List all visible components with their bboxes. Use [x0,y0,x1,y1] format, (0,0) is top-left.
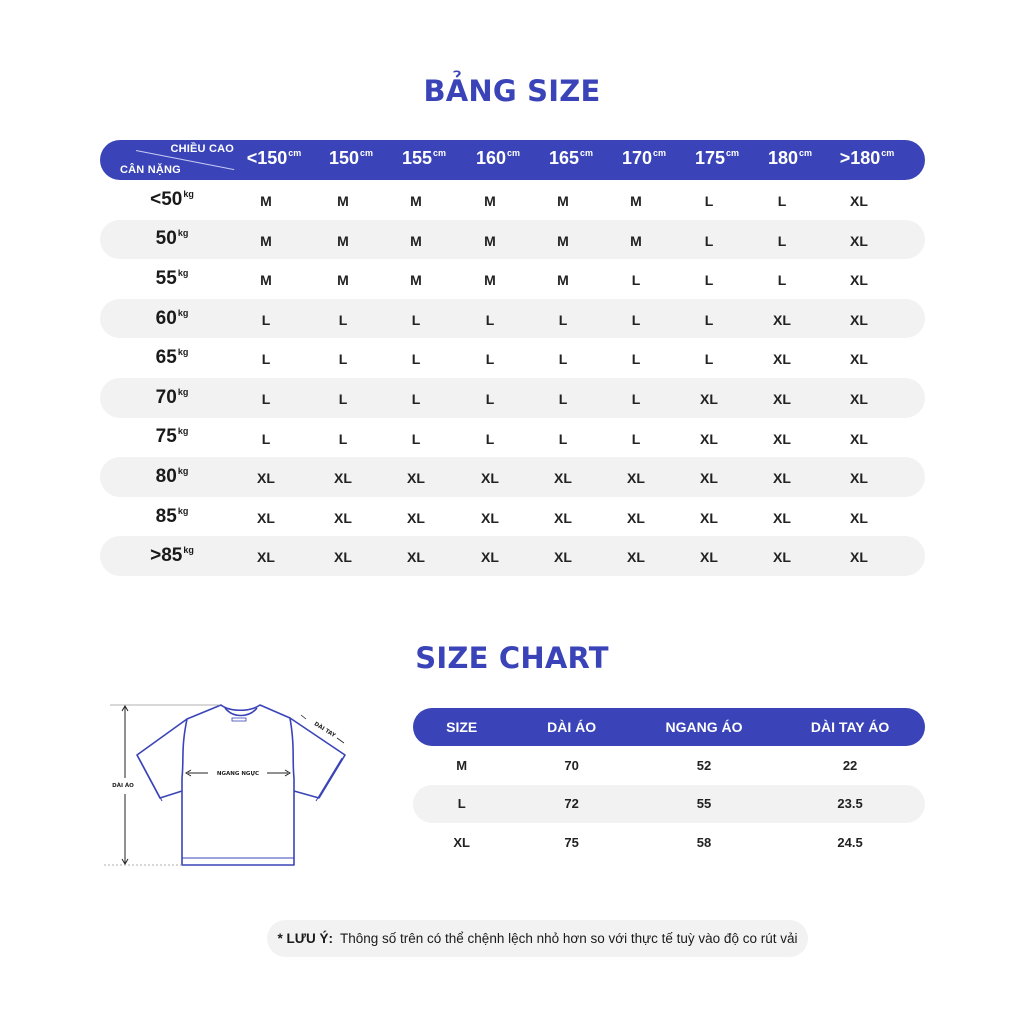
tshirt-diagram [102,698,362,873]
weight-value: 55 [155,267,177,289]
table-row [100,220,925,260]
cell-size: XL [453,834,470,850]
size-cell: L [777,193,787,209]
height-value: 155 [401,148,433,168]
height-unit: cm [881,148,895,158]
size-cell: L [704,193,714,209]
size-cell: XL [407,470,425,487]
height-unit: cm [799,148,813,158]
size-cell: XL [850,232,868,249]
size-cell: L [777,272,787,289]
weight-unit: kg [183,545,194,556]
cell-width: 52 [696,757,712,773]
cell-sleeve: 22 [842,757,858,773]
size-cell: M [260,272,272,289]
weight-value: 75 [155,426,177,448]
height-unit: cm [433,148,447,158]
weight-value: 85 [155,505,177,527]
size-cell: XL [481,509,499,526]
table-row [413,785,925,824]
note-text: Thông số trên có thể chệnh lệch nhỏ hơn so với thực tế tuỳ vào độ co rút vải [339,931,798,946]
height-value: 170 [621,148,653,168]
size-cell: XL [850,351,868,368]
size-cell: XL [850,470,868,487]
table-row [100,497,925,537]
size-cell: XL [700,549,718,566]
size-cell: XL [773,311,791,328]
size-cell: M [484,272,496,289]
size-cell: M [484,232,496,249]
size-cell: L [485,430,495,447]
size-cell: XL [773,430,791,447]
weight-row-label [100,387,236,409]
cell-length: 75 [564,834,579,850]
weight-unit: kg [177,465,189,476]
size-cell: XL [334,509,352,526]
size-cell: M [410,193,422,209]
weight-unit: kg [177,228,189,239]
size-cell: L [338,390,348,407]
size-cell: L [631,430,641,447]
size-cell: XL [850,549,868,566]
size-chart-header [413,708,925,746]
weight-row-label [100,268,236,290]
weight-value: <50 [150,188,183,210]
cell-size: M [456,757,468,773]
chest-label: NGANG NGỰC [216,771,260,777]
size-cell: XL [850,311,868,328]
size-cell: L [485,390,495,407]
weight-unit: kg [177,505,189,516]
size-cell: L [631,390,641,407]
size-cell: M [410,272,422,289]
table-row [413,823,925,862]
cell-width: 55 [696,796,712,812]
size-cell: M [337,232,349,249]
weight-unit: kg [183,188,194,199]
weight-row-label [100,466,236,488]
size-cell: XL [554,509,572,526]
size-cell: L [631,311,641,328]
weight-row-label [100,228,236,250]
height-value: 180 [767,148,799,168]
height-column-header [604,148,684,169]
corner-weight-label: CÂN NẶNG [120,164,181,176]
cell-width: 58 [696,834,712,850]
length-label: DÀI ÁO [112,783,134,789]
size-cell: L [261,311,271,328]
weight-value: 50 [155,228,177,250]
height-column-header [234,148,314,169]
size-cell: L [558,311,568,328]
size-cell: XL [407,509,425,526]
size-cell: XL [773,351,791,368]
height-column-header [384,148,464,169]
size-cell: XL [481,549,499,566]
height-column-header [311,148,391,169]
size-cell: XL [481,470,499,487]
size-cell: L [338,351,348,368]
size-cell: XL [257,549,275,566]
corner-height-label: CHIỀU CAO [170,143,234,155]
size-cell: L [411,311,421,328]
table-row [100,418,925,458]
height-unit: cm [653,148,667,158]
table-row [100,180,925,220]
sleeve-label: DÀI TAY [312,721,337,740]
size-cell: XL [850,193,868,209]
size-cell: M [557,272,569,289]
weight-row-label [100,545,236,567]
weight-value: 65 [155,347,177,369]
size-cell: XL [257,509,275,526]
weight-row-label [100,308,236,330]
height-unit: cm [360,148,374,158]
size-cell: M [484,193,496,209]
size-cell: M [337,272,349,289]
size-cell: L [704,272,714,289]
size-cell: L [558,430,568,447]
size-cell: XL [850,509,868,526]
height-value: 150 [328,148,360,168]
height-unit: cm [580,148,594,158]
size-cell: M [630,193,642,209]
size-cell: L [704,232,714,249]
size-cell: XL [627,509,645,526]
table-row [100,338,925,378]
weight-unit: kg [177,347,189,358]
size-cell: XL [700,390,718,407]
size-cell: XL [407,549,425,566]
size-cell: L [485,351,495,368]
size-cell: L [411,390,421,407]
table-row [100,259,925,299]
cell-length: 70 [564,757,579,773]
size-cell: L [558,351,568,368]
cell-length: 72 [564,796,579,812]
note-box [267,920,808,957]
size-cell: M [410,232,422,249]
size-cell: XL [850,430,868,447]
size-cell: M [260,193,272,209]
height-column-header [677,148,757,169]
weight-row-label [100,506,236,528]
header-sleeve: DÀI TAY ÁO [810,719,890,735]
size-cell: L [558,390,568,407]
weight-row-label [100,426,236,448]
size-cell: XL [700,470,718,487]
header-length: DÀI ÁO [547,719,597,735]
height-value: <150 [246,148,288,168]
size-cell: XL [257,470,275,487]
weight-value: 80 [155,465,177,487]
height-value: >180 [839,148,881,168]
table-row [413,746,925,785]
size-cell: L [704,311,714,328]
height-unit: cm [288,148,302,158]
size-guide-table [100,140,925,576]
weight-unit: kg [177,267,189,278]
height-column-header [750,148,830,169]
table-row [100,299,925,339]
height-column-header [827,148,907,169]
size-cell: L [631,272,641,289]
size-cell: M [337,193,349,209]
height-value: 165 [548,148,580,168]
size-cell: XL [773,390,791,407]
size-guide-title: BẢNG SIZE [423,74,601,108]
weight-unit: kg [177,426,189,437]
size-cell: L [777,232,787,249]
weight-row-label [100,189,236,211]
header-width: NGANG ÁO [665,719,743,735]
size-cell: L [631,351,641,368]
size-cell: L [411,430,421,447]
size-cell: M [260,232,272,249]
size-cell: XL [627,470,645,487]
weight-value: 60 [155,307,177,329]
corner-cell [100,140,236,180]
height-column-header [531,148,611,169]
size-cell: M [630,232,642,249]
weight-row-label [100,347,236,369]
height-unit: cm [726,148,740,158]
size-cell: XL [554,549,572,566]
height-value: 160 [475,148,507,168]
size-cell: XL [773,509,791,526]
cell-size: L [457,796,466,812]
weight-unit: kg [177,307,189,318]
size-cell: XL [334,549,352,566]
table-row [100,378,925,418]
height-column-header [458,148,538,169]
height-unit: cm [507,148,521,158]
size-cell: XL [700,509,718,526]
size-cell: XL [554,470,572,487]
header-size: SIZE [446,719,478,735]
cell-sleeve: 24.5 [837,834,863,850]
size-cell: L [704,351,714,368]
size-cell: XL [850,390,868,407]
size-cell: M [557,193,569,209]
note-prefix: * LƯU Ý: [277,931,333,946]
size-cell: XL [334,470,352,487]
size-cell: XL [773,470,791,487]
size-cell: L [261,430,271,447]
size-chart-title: SIZE CHART [415,641,609,675]
size-cell: L [338,430,348,447]
size-cell: L [261,390,271,407]
size-cell: M [557,232,569,249]
size-cell: L [338,311,348,328]
weight-value: 70 [155,386,177,408]
cell-sleeve: 23.5 [837,796,863,812]
size-chart-table [413,708,925,862]
weight-unit: kg [177,386,189,397]
size-guide-header [100,140,925,180]
table-row [100,536,925,576]
height-value: 175 [694,148,726,168]
size-cell: XL [700,430,718,447]
weight-value: >85 [150,545,183,567]
size-cell: L [485,311,495,328]
table-row [100,457,925,497]
size-cell: L [411,351,421,368]
size-cell: XL [773,549,791,566]
size-cell: XL [850,272,868,289]
size-cell: XL [627,549,645,566]
size-cell: L [261,351,271,368]
